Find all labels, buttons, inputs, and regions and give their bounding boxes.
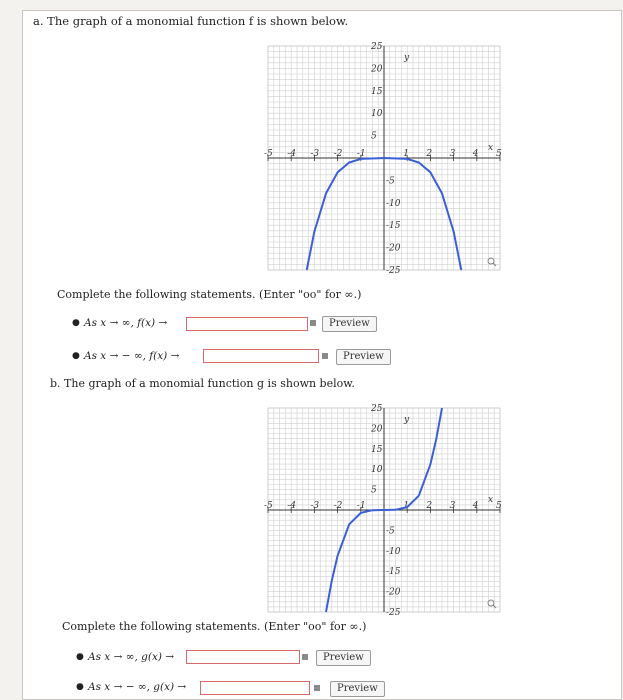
statement-b2	[76, 681, 186, 693]
y-tick-label: 25	[371, 404, 383, 414]
x-tick-label: -5	[264, 501, 273, 511]
y-tick-label: 20	[371, 424, 383, 435]
status-marker-icon	[302, 654, 308, 660]
graph-f	[262, 40, 506, 276]
graph-g	[262, 402, 506, 618]
preview-button-a2[interactable]: Preview	[336, 349, 391, 365]
bullet-icon: ●	[72, 318, 80, 328]
x-tick-label: -3	[310, 149, 320, 159]
x-tick-label: 3	[449, 149, 456, 159]
x-axis-label: x	[488, 495, 494, 505]
y-tick-label: -20	[386, 243, 401, 254]
x-tick-label: 4	[472, 149, 479, 159]
x-tick-label: 2	[426, 149, 433, 159]
y-tick-label: -15	[386, 221, 401, 232]
part-a-instructions: Complete the following statements. (Enter "oo" for ∞.)	[57, 288, 362, 301]
preview-button-b2[interactable]: Preview	[330, 681, 385, 697]
x-tick-label: -5	[264, 149, 273, 159]
x-tick-label: -2	[333, 501, 343, 511]
answer-input-a2[interactable]	[203, 349, 319, 363]
statement-a2-prefix: As x → − ∞, f(x) →	[84, 350, 180, 362]
bullet-icon: ●	[76, 652, 84, 662]
preview-button-b1[interactable]: Preview	[316, 650, 371, 666]
part-b-heading: b. The graph of a monomial function g is shown below.	[50, 377, 355, 390]
y-tick-label: -25	[386, 266, 401, 276]
bullet-icon: ●	[76, 682, 84, 692]
answer-input-a1[interactable]	[186, 317, 308, 331]
part-b-instructions: Complete the following statements. (Enter "oo" for ∞.)	[62, 620, 367, 633]
y-tick-label: -10	[386, 198, 401, 209]
x-tick-label: -1	[356, 149, 366, 159]
y-tick-label: 15	[371, 86, 383, 97]
x-axis-label: x	[488, 143, 494, 153]
x-tick-label: 5	[496, 501, 502, 511]
y-tick-label: 5	[371, 485, 377, 496]
x-tick-label: 1	[403, 501, 409, 511]
status-marker-icon	[314, 685, 320, 691]
answer-input-b1[interactable]	[186, 650, 300, 664]
y-tick-label: 10	[371, 465, 383, 476]
status-marker-icon	[310, 320, 316, 326]
x-tick-label: -4	[287, 149, 296, 159]
x-tick-label: -4	[287, 501, 296, 511]
x-tick-label: -3	[310, 501, 320, 511]
y-tick-label: 5	[371, 131, 377, 142]
statement-b1-prefix: As x → ∞, g(x) →	[88, 651, 175, 663]
x-tick-label: 5	[496, 149, 502, 159]
y-tick-label: 15	[371, 444, 383, 455]
bullet-icon: ●	[72, 351, 80, 361]
statement-b1	[76, 651, 174, 663]
statement-a2	[72, 350, 179, 362]
x-tick-label: -2	[333, 149, 343, 159]
y-tick-label: -25	[386, 608, 401, 618]
statement-a1	[72, 317, 167, 329]
y-tick-label: -20	[386, 587, 401, 598]
status-marker-icon	[322, 353, 328, 359]
part-a-heading: a. The graph of a monomial function f is shown below.	[33, 14, 349, 28]
x-tick-label: -1	[356, 501, 366, 511]
statement-b2-prefix: As x → − ∞, g(x) →	[88, 681, 187, 693]
y-axis-label: y	[404, 53, 410, 63]
x-tick-label: 3	[449, 501, 456, 511]
y-tick-label: 10	[371, 109, 383, 120]
x-tick-label: 1	[403, 149, 409, 159]
y-tick-label: 25	[371, 42, 383, 52]
statement-a1-prefix: As x → ∞, f(x) →	[84, 317, 168, 329]
y-tick-label: -15	[386, 567, 401, 578]
preview-button-a1[interactable]: Preview	[322, 316, 377, 332]
answer-input-b2[interactable]	[200, 681, 310, 695]
y-tick-label: -10	[386, 546, 401, 557]
x-tick-label: 2	[426, 501, 433, 511]
y-tick-label: -5	[386, 176, 395, 187]
y-axis-label: y	[404, 415, 410, 425]
x-tick-label: 4	[472, 501, 479, 511]
y-tick-label: -5	[386, 526, 395, 537]
y-tick-label: 20	[371, 64, 383, 75]
